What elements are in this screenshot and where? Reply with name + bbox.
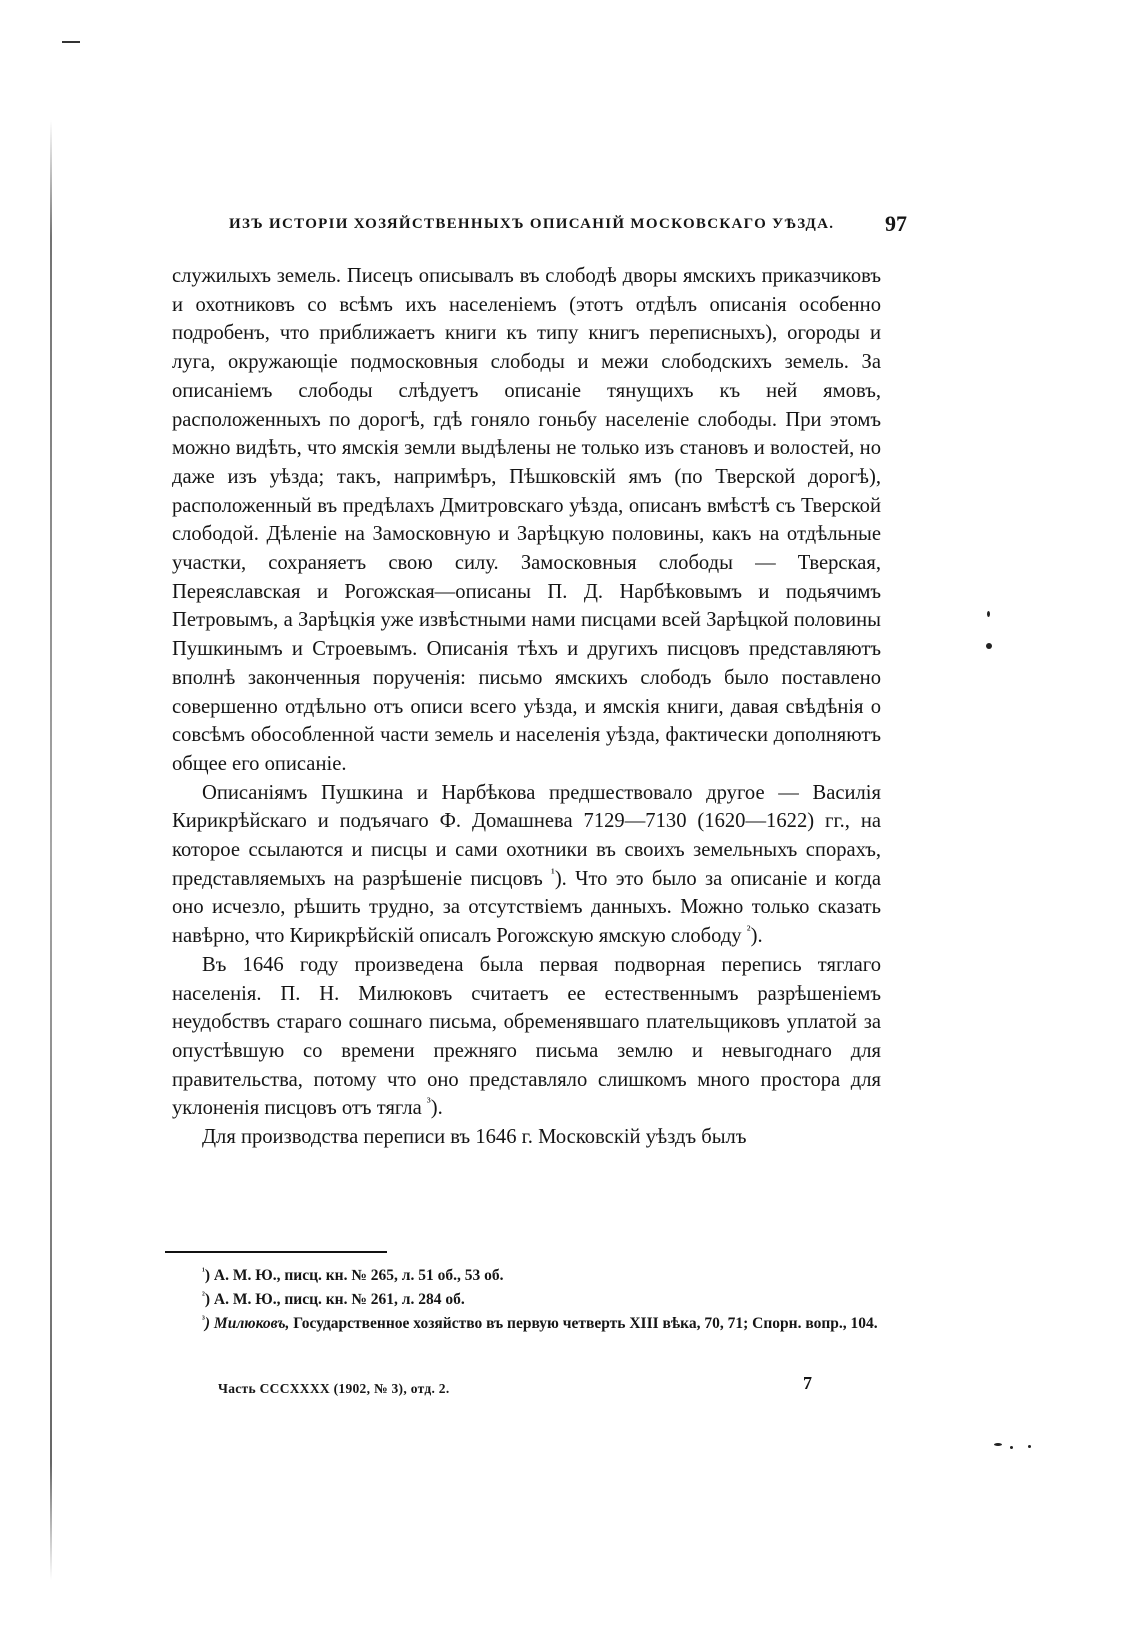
paragraph-3-text: Въ 1646 году произведена была первая подворная перепись тяглаго населенія. П. Н. Милюковъ считаетъ ее естественнымъ разрѣшеніемъ неудобствъ стараго сошнаго письма, обременявшаго плательщиковъ уплатой за опустѣвшую со времени прежняго письма землю и невыгоднаго для правительства, потому что оно представляло слишкомъ много простора для уклоненія писцовъ отъ тягла: [172, 953, 881, 1120]
footnote-3-text: Государственное хозяйство въ первую четверть XIII вѣка, 70, 71; Спорн. вопр., 104.: [289, 1315, 878, 1332]
footnote-1: [160, 1264, 882, 1288]
footnote-2-marker: ²: [202, 1289, 205, 1301]
paragraph-2-end: ).: [750, 925, 763, 948]
scan-speck: [1010, 1446, 1013, 1449]
scan-artifact-left-edge: [50, 120, 52, 1580]
page-number: 97: [885, 211, 907, 236]
paragraph-2: [172, 779, 881, 951]
paragraph-3: [172, 951, 881, 1123]
scan-artifact-dash: [62, 41, 80, 43]
running-title: ИЗЪ ИСТОРІИ ХОЗЯЙСТВЕННЫХЪ ОПИСАНІЙ МОСКОВСКАГО УѢЗДА.: [229, 216, 835, 232]
paragraph-3-end: ).: [430, 1097, 443, 1120]
body-text: [172, 262, 881, 1152]
sheet-number: 7: [803, 1373, 812, 1393]
running-head: [217, 211, 907, 244]
scan-speck: [987, 611, 990, 617]
paragraph-2-text: Описаніямъ Пушкина и Нарбѣкова предшествовало другое — Василія Кирикрѣйскаго и подъячаго Ф. Домашнева 7129—7130 (1620—1622) гг., на которое ссылаются и писцы и сами охотники въ своихъ земельныхъ спорахъ, представляемыхъ на разрѣшеніе писцовъ: [172, 781, 881, 890]
footnote-3-author: ) Милюковъ,: [204, 1315, 290, 1332]
footnote-ref-1: ¹: [551, 865, 555, 880]
footnote-ref-3: ³: [426, 1095, 431, 1110]
footnote-3: [160, 1312, 882, 1336]
paragraph-1: служилыхъ земель. Писецъ описывалъ въ слободѣ дворы ямскихъ приказчиковъ и охотниковъ со всѣмъ ихъ населеніемъ (этотъ отдѣлъ описанія особенно подробенъ, что приближаетъ книги къ типу книгъ переписныхъ), огороды и луга, окружающіе подмосковныя слободы и межи слободскихъ земель. За описаніемъ слободы слѣдуетъ описаніе тянущихъ къ ней ямовъ, расположенныхъ по дорогѣ, гдѣ гоняло гоньбу населеніе слободы. При этомъ можно видѣть, что ямскія земли выдѣлены не только изъ становъ и волостей, но даже изъ уѣзда; такъ, напримѣръ, Пѣшковскій ямъ (по Тверской дорогѣ), расположенный въ предѣлахъ Дмитровскаго уѣзда, описанъ вмѣстѣ съ Тверской слободой. Дѣленіе на Замосковную и Зарѣцкую половины, какъ на отдѣльные участки, сохраняетъ свою силу. Замосковныя слободы — Тверская, Переяславская и Рогожская—описаны П. Д. Нарбѣковымъ и подьячимъ Петровымъ, а Зарѣцкія уже извѣстными нами писцами всей Зарѣцкой половины Пушкинымъ и Строевымъ. Описанія тѣхъ и другихъ писцовъ представляютъ вполнѣ законченныя порученія: письмо ямскихъ слободъ было поставлено совершенно отдѣльно отъ описи всего уѣзда, и ямскія книги, давая свѣдѣнія о совсѣмъ обособленной части земель и населенія уѣзда, фактически дополняютъ общее его описаніе.: [172, 265, 881, 775]
scan-speck: [986, 643, 992, 649]
paragraph-2-mid: ). Что это было за описаніе и когда оно исчезло, рѣшить трудно, за отсутствіемъ данныхъ. Можно только сказать навѣрно, что Кирикрѣйскій описалъ Рогожскую ямскую слободу: [172, 867, 882, 948]
footnote-1-marker: ¹: [202, 1265, 205, 1277]
footnote-2-text: ) А. М. Ю., писц. кн. № 261, л. 284 об.: [204, 1291, 465, 1308]
footnote-3-marker: ³: [202, 1313, 205, 1325]
footnote-ref-2: ²: [746, 923, 751, 938]
scan-speck: [1028, 1445, 1031, 1448]
footnotes: [160, 1264, 882, 1336]
printer-signature: Часть CCCXXXX (1902, № 3), отд. 2.: [218, 1381, 450, 1396]
footnote-2: [160, 1288, 882, 1312]
paragraph-4: Для производства переписи въ 1646 г. Московскій уѣздъ былъ: [202, 1126, 747, 1149]
footnote-1-text: ) А. М. Ю., писц. кн. № 265, л. 51 об., 53 об.: [204, 1267, 504, 1284]
footnote-divider: [165, 1251, 387, 1253]
scan-speck: [994, 1443, 1002, 1446]
